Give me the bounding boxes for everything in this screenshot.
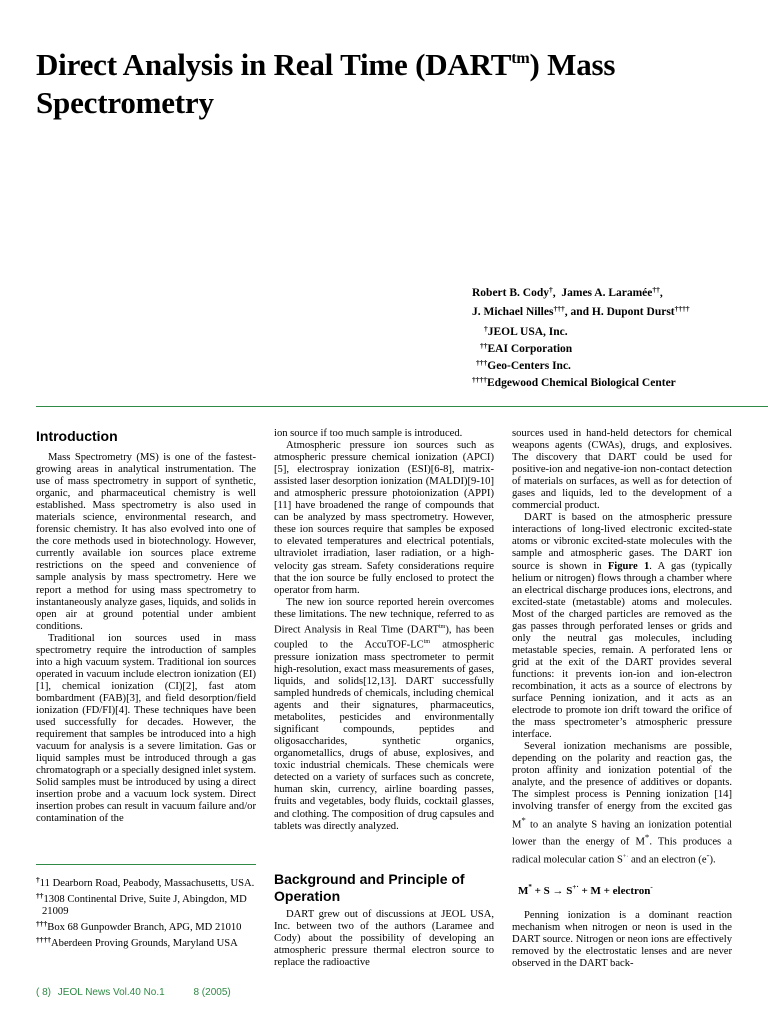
author-name: H. Dupont Durst: [591, 306, 675, 318]
section-divider: [36, 406, 768, 407]
footnote: †††Box 68 Gunpowder Branch, APG, MD 21010: [36, 919, 242, 933]
author-mark: ††: [652, 285, 660, 294]
background-heading: Background and Principle of Operation: [274, 871, 465, 904]
footnote: ††††Aberdeen Proving Grounds, Maryland USA: [36, 935, 238, 949]
paragraph: The new ion source reported herein overcomes these limitations. The new technique, referred to as Direct Analysis in Real Time $(DART^{tm})$, has been coupled to the AccuTOF-$LC^{tm}$ atmospheric pressure ionization mass spectrometer to permit high-resolution, exact mass measurements of gases, liquids, and solids[12,13]. DART successfully sampled hundreds of chemicals, including chemical agents and their signatures, pharmaceutics, metabolites, pesticides and environmentally significant compounds, peptides and oligosaccharides, synthetic organics, organometallics, drugs of abuse, explosives, and toxic industrial chemicals. These chemicals were detected on a variety of surfaces such as concrete, human skin, currency, airline boarding passes, fruits and vegetables, body fluids, cocktail glasses, and clothing. The composition of drug capsules and tablets was directly analyzed.: [274, 596, 495, 832]
page-title: Direct Analysis in Real Time $(DART^{tm})$ Mass Spectrometry: [36, 47, 616, 120]
author-name: Robert B. Cody: [472, 287, 549, 299]
paragraph: Mass Spectrometry (MS) is one of the fastest-growing areas in analytical instrumentation. The use of mass spectrometry in support of synthetic, organic, and pharmaceutical chemistry is well established. Mass spectrometry is also used in materials science, environmental research, and forensic chemistry. It has also evolved into one of the core methods used in biotechnology. However, currently available ion sources place extreme restrictions on the speed and convenience of sample analysis by mass spectrometry. Here we report a method for using mass spectrometry to instantaneously analyze gases, liquids, and solids in open air at ground potential under ambient conditions.: [36, 452, 256, 632]
paragraph: ion source if too much sample is introduced.: [274, 428, 463, 439]
author-name: James A. Laramée: [561, 287, 653, 299]
footnote: †11 Dearborn Road, Peabody, Massachusetts, USA.: [36, 875, 255, 889]
author-mark: †††: [553, 304, 565, 313]
author-mark: ††††: [674, 304, 690, 313]
column-2: [274, 428, 494, 833]
figure-reference: Figure 1: [607, 560, 650, 572]
paragraph: Atmospheric pressure ion sources such as atmospheric pressure chemical ionization (APCI)[5], electrospray ionization (ESI)[6-8], matrix-assisted laser desorption ionization (MALDI)[9-10] and atmospheric pressure photoionization (APPI)[11] have broadened the range of compounds that can be analyzed by mass spectrometry. However, these ion sources require that samples be exposed to elevated temperatures and electrical potentials, ultraviolet irradiation, laser radiation, or a high-velocity gas stream. Safety considerations require that the ion source be fully enclosed to protect the operator from harm.: [274, 440, 494, 596]
column-3: [512, 428, 732, 866]
affiliation-list: [472, 322, 762, 390]
paragraph: DART grew out of discussions at JEOL USA, Inc. between two of the authors (Laramee and Cody) about the possibility of developing an atmospheric pressure thermal electron source to replace the radioactive: [274, 909, 494, 969]
introduction-heading: Introduction: [36, 428, 118, 444]
paragraph: sources used in hand-held detectors for chemical weapons agents (CWAs), drugs, and explosives. The discovery that DART could be used for positive-ion and negative-ion non-contact detection of materials on surfaces, as well as for detection of gases and liquids, led to the development of a commercial product.: [512, 428, 732, 512]
paragraph: Several ionization mechanisms are possible, depending on the polarity and reaction gas, the proton affinity and ionization potential of the analyte, and the presence of additives or dopants. The simplest process is Penning ionization [14] involving transfer of energy from the excited gas M* to an analyte S having an ionization potential lower than the energy of M*. This produces a radical molecular cation S+· and an electron (e-).: [512, 741, 732, 866]
affiliation-item: ††††Edgewood Chemical Biological Center: [472, 375, 676, 389]
journal-name: JEOL News Vol.40 No.1: [57, 987, 165, 998]
affiliation-item: †††Geo-Centers Inc.: [476, 358, 571, 372]
footnotes: [36, 874, 260, 950]
author-name: J. Michael Nilles: [472, 306, 554, 318]
footnote-divider: [36, 864, 256, 865]
column-2-lower: [274, 909, 494, 969]
author-list: Robert B. Cody†, James A. Laramée††, J. Michael Nilles†††, and H. Dupont Durst††††: [472, 285, 690, 318]
penning-equation: M* + S → S+· + M + electron-: [518, 883, 653, 897]
paragraph: Penning ionization is a dominant reaction mechanism when nitrogen or neon is used in the DART source. Nitrogen or neon ions are effectively removed by the electrostatic lenses and are never observed in the DART back-: [512, 910, 732, 970]
paragraph: DART is based on the atmospheric pressure interactions of long-lived electronic excited-state atoms or vibronic excited-state molecules with the sample and atmospheric gases. The DART ion source is shown in Figure 1. A gas (typically helium or nitrogen) flows through a chamber where an electrical discharge produces ions, electrons, and excited-state (metastable) atoms and molecules. Most of the charged particles are removed as the gas passes through perforated lenses or grids and only the neutral gas molecules, including metastable species, remain. A perforated lens or grid at the exit of the DART provides several functions: it prevents ion-ion and ion-electron recombination, it acts as a source of electrons by surface Penning ionization, and it acts as an electrode to promote ion drift toward the orifice of the mass spectrometer’s atmospheric pressure interface.: [512, 512, 732, 741]
page-number: ( 8): [36, 987, 51, 998]
column-3-lower: [512, 910, 732, 970]
author-mark: †: [549, 285, 553, 294]
footnote: ††1308 Continental Drive, Suite J, Abingdon, MD 21009: [36, 891, 247, 917]
journal-pages: 8 (2005): [193, 987, 231, 998]
column-1: [36, 452, 256, 825]
page-footer: [36, 987, 336, 998]
paragraph: Traditional ion sources used in mass spectrometry require the introduction of samples into a high vacuum system. Traditional ion sources operated in vacuum include electron ionization (EI)[1], chemical ionization (CI)[2], fast atom bombardment (FAB)[3], and field desorption/field ionization (FD/FI)[4]. These techniques have been used successfully for decades. However, the requirement that samples be introduced into a high vacuum for analysis is a severe limitation. Gas or liquid samples must be introduced through a gas chromatograph or a specially designed inlet system. Solid samples must be introduced by using a direct insertion probe and a vacuum lock system. Direct insertion probes can result in vacuum failure and/or contamination of the: [36, 632, 256, 825]
affiliation-item: ††EAI Corporation: [480, 341, 573, 355]
affiliation-item: †JEOL USA, Inc.: [484, 324, 568, 338]
